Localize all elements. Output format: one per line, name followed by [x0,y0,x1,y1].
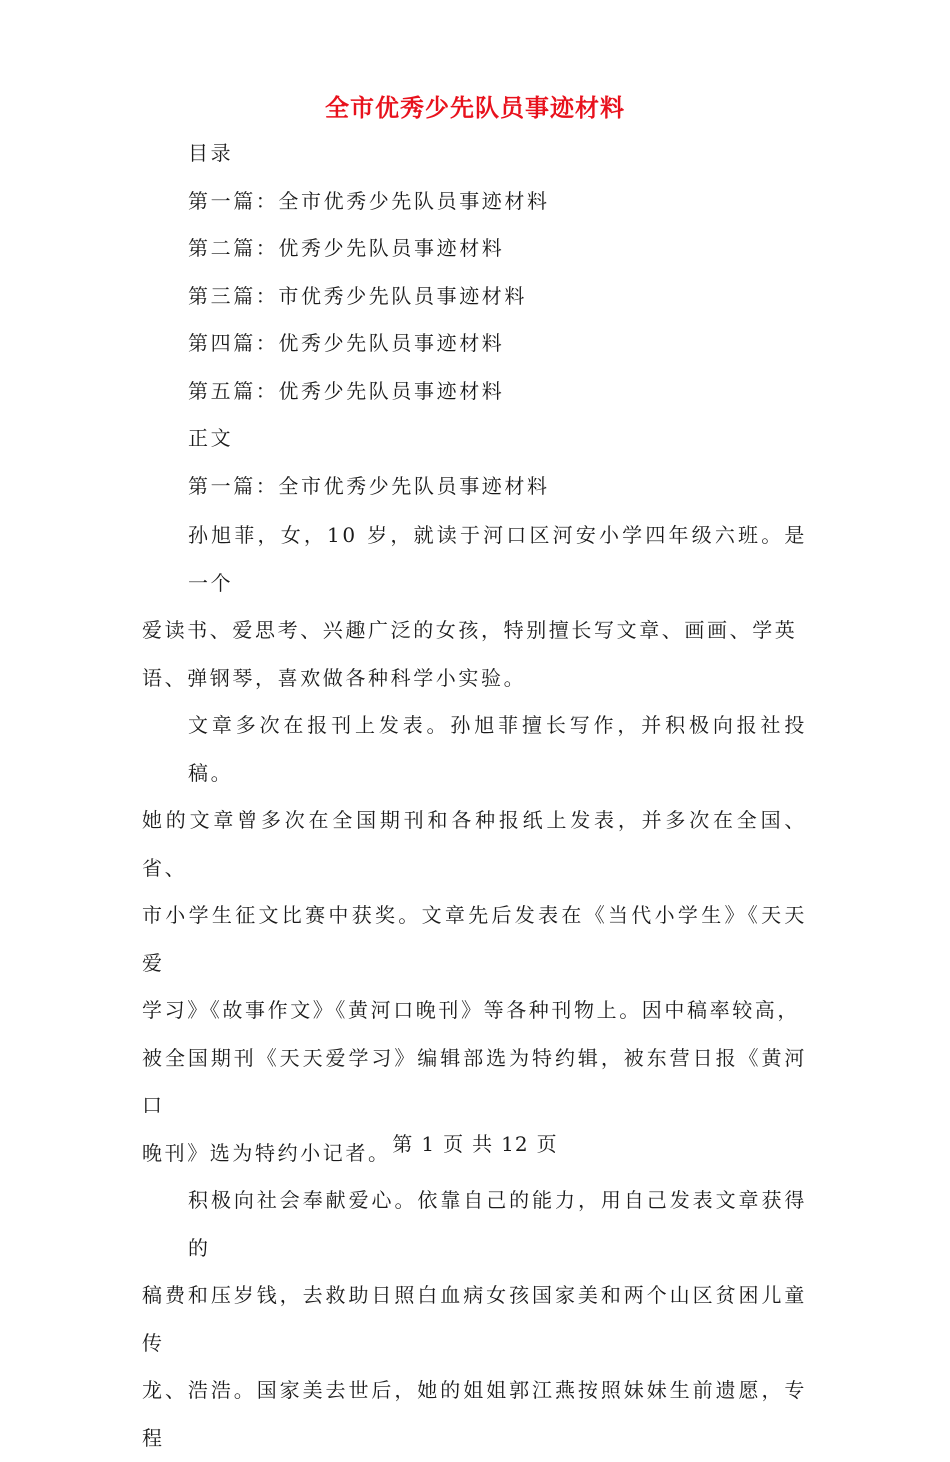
paragraph-line: 被全国期刊《天天爱学习》编辑部选为特约辑，被东营日报《黄河口 [142,1045,807,1117]
body-heading: 正文 [188,426,234,450]
toc-item-4: 第四篇：优秀少先队员事迹材料 [188,331,505,355]
toc-item-3: 第三篇：市优秀少先队员事迹材料 [188,283,527,308]
paragraph-line: 爱读书、爱思考、兴趣广泛的女孩，特别擅长写文章、画画、学英 [142,618,798,642]
paragraph-line: 市小学生征文比赛中获奖。文章先后发表在《当代小学生》《天天爱 [142,903,807,975]
footer-total-label: 共 [472,1132,494,1156]
paragraph-line: 语、弹钢琴，喜欢做各种科学小实验。 [142,665,527,690]
toc-item-2: 第二篇：优秀少先队员事迹材料 [188,236,505,260]
body-text [142,512,807,1462]
paragraph-line: 孙旭菲，女，10 岁，就读于河口区河安小学四年级六班。是一个 [188,523,807,595]
paragraph-line: 学习》《故事作文》《黄河口晚刊》等各种刊物上。因中稿率较高， [142,998,800,1022]
toc-item-5: 第五篇：优秀少先队员事迹材料 [188,378,505,403]
page-footer [0,1128,950,1157]
paragraph-line: 积极向社会奉献爱心。依靠自己的能力，用自己发表文章获得的 [188,1188,807,1260]
footer-suffix: 页 [536,1132,558,1156]
paragraph-line: 晚刊》选为特约小记者。 [142,1140,391,1165]
toc-item-1: 第一篇：全市优秀少先队员事迹材料 [188,188,550,213]
paragraph-line: 稿费和压岁钱，去救助日照白血病女孩国家美和两个山区贫困儿童传 [142,1283,807,1355]
section-title: 第一篇：全市优秀少先队员事迹材料 [188,473,550,498]
paragraph-3 [142,1177,807,1462]
footer-page-label: 页 [443,1132,465,1156]
page-number: 1 [421,1132,436,1156]
total-pages: 12 [501,1132,529,1156]
footer-prefix: 第 [392,1132,414,1156]
paragraph-line: 龙、浩浩。国家美去世后，她的姐姐郭江燕按照妹妹生前遗愿，专程 [142,1378,807,1450]
paragraph-line: 她的文章曾多次在全国期刊和各种报纸上发表，并多次在全国、省、 [142,808,807,880]
table-of-contents [142,130,807,510]
toc-heading: 目录 [188,141,234,165]
document-title: 全市优秀少先队员事迹材料 [325,94,625,122]
paragraph-1 [142,512,807,702]
paragraph-2 [142,702,807,1177]
paragraph-line: 文章多次在报刊上发表。孙旭菲擅长写作，并积极向报社投稿。 [188,713,807,785]
